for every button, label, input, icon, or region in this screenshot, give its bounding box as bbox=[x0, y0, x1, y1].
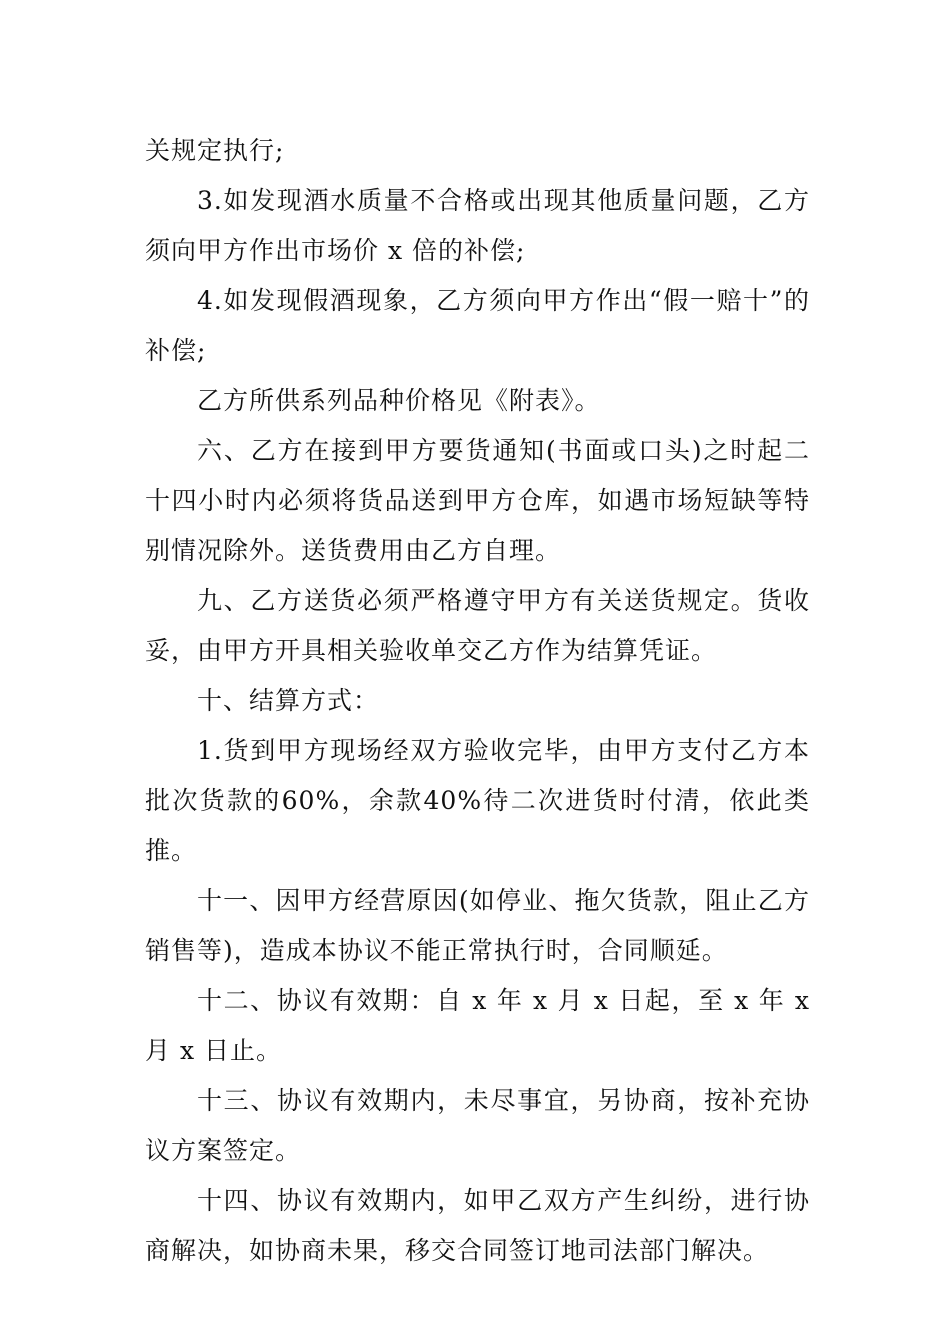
paragraph-price-note: 乙方所供系列品种价格见《附表》。 bbox=[197, 386, 601, 415]
paragraph-clause-10: 十、结算方式： bbox=[197, 686, 380, 715]
paragraph-clause-9: 九、乙方送货必须严格遵守甲方有关送货规定。货收妥，由甲方开具相关验收单交乙方作为结算凭证。 bbox=[145, 586, 810, 665]
paragraph-clause-13: 十三、协议有效期内，未尽事宜，另协商，按补充协议方案签定。 bbox=[145, 1086, 810, 1165]
paragraph-clause-6: 六、乙方在接到甲方要货通知(书面或口头)之时起二十四小时内必须将货品送到甲方仓库，如遇市场短缺等特别情况除外。送货费用由乙方自理。 bbox=[145, 436, 810, 565]
paragraph-item-3: 3.如发现酒水质量不合格或出现其他质量问题，乙方须向甲方作出市场价 x 倍的补偿; bbox=[145, 186, 810, 265]
document-body bbox=[145, 126, 810, 1276]
paragraph-clause-14: 十四、协议有效期内，如甲乙双方产生纠纷，进行协商解决，如协商未果，移交合同签订地司法部门解决。 bbox=[145, 1186, 810, 1265]
paragraph-clause-12: 十二、协议有效期：自 x 年 x 月 x 日起，至 x 年 x 月 x 日止。 bbox=[145, 986, 810, 1065]
paragraph-clause-11: 十一、因甲方经营原因(如停业、拖欠货款，阻止乙方销售等)，造成本协议不能正常执行时，合同顺延。 bbox=[145, 886, 810, 965]
paragraph-continuation: 关规定执行; bbox=[145, 136, 285, 165]
paragraph-item-4: 4.如发现假酒现象，乙方须向甲方作出“假一赔十”的补偿; bbox=[145, 286, 810, 365]
paragraph-clause-10-item-1: 1.货到甲方现场经双方验收完毕，由甲方支付乙方本批次货款的60%，余款40%待二次进货时付清，依此类推。 bbox=[145, 736, 810, 865]
